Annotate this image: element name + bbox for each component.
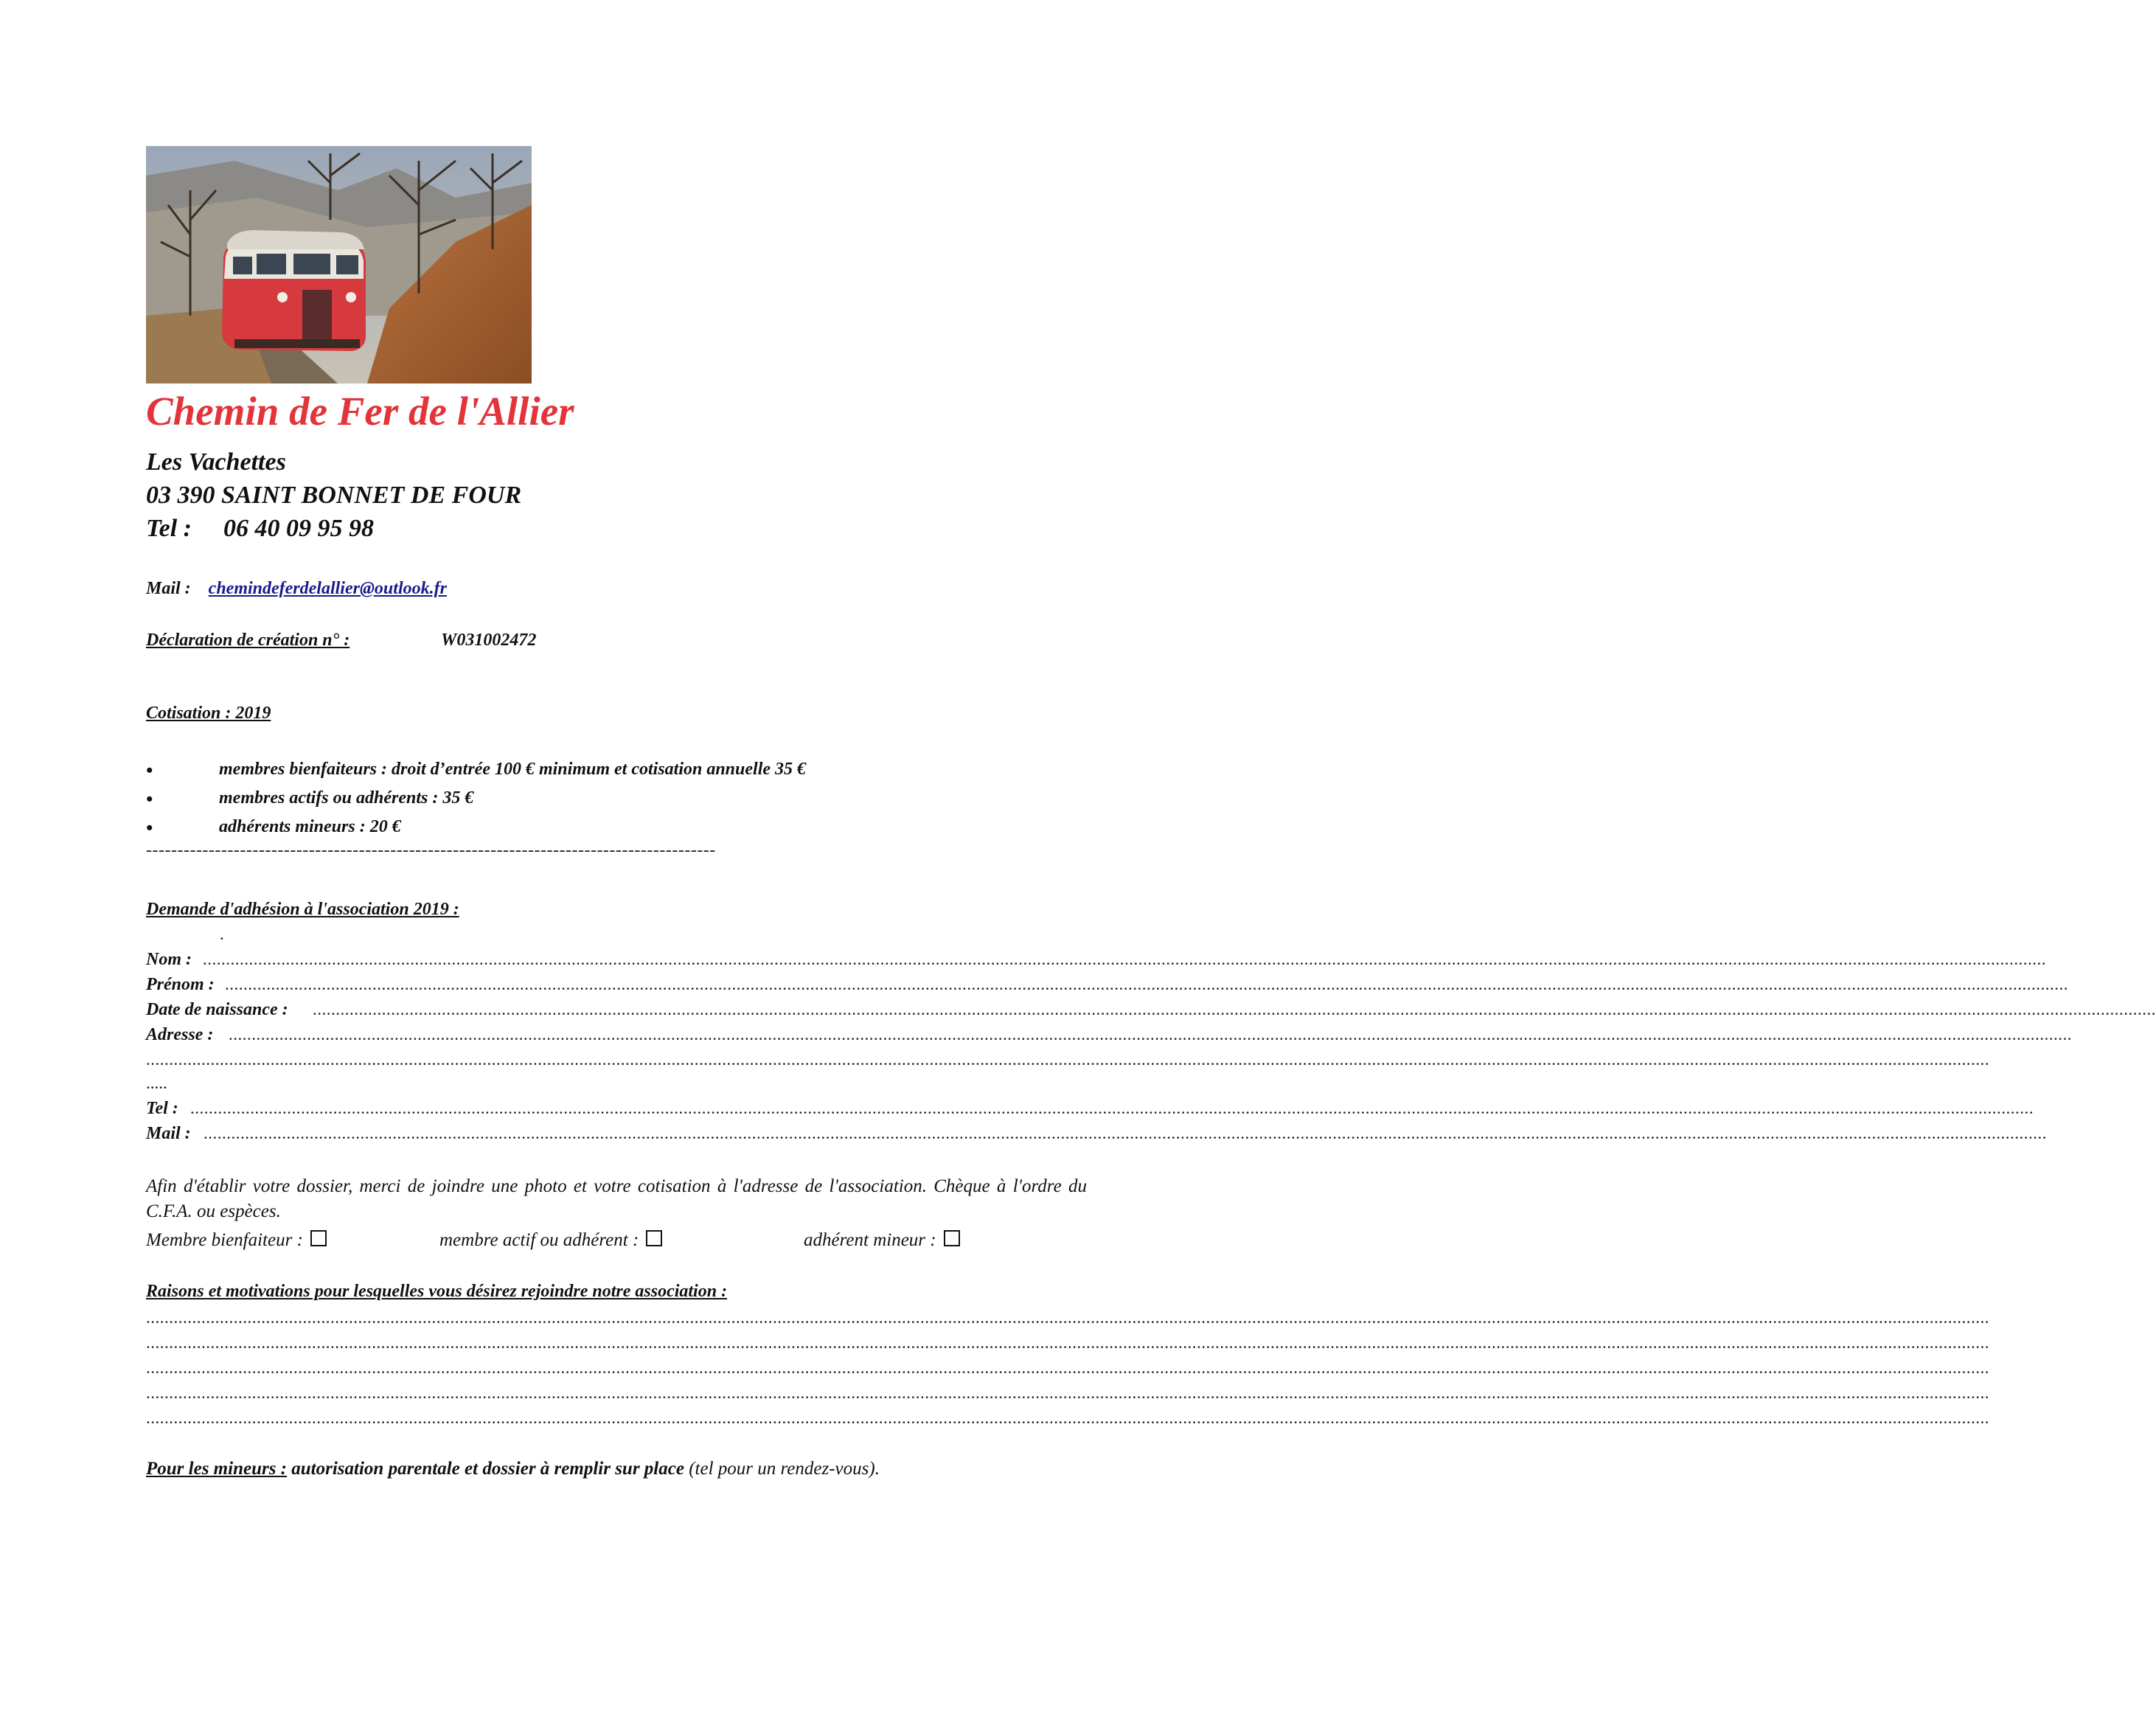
- adresse-field-line-2[interactable]: ................................................................................................................................................................................................................................................................................................................................................................................................................: [146, 1050, 1989, 1069]
- phone-line: [146, 515, 374, 543]
- prenom-label: Prénom :: [146, 975, 215, 994]
- adresse-field[interactable]: ................................................................................................................................................................................................................................................................................................................................................................................................................: [229, 1025, 2072, 1044]
- phone-value: 06 40 09 95 98: [223, 515, 375, 542]
- minors-label: Pour les mineurs :: [146, 1459, 288, 1479]
- mail-label: Mail :: [146, 579, 191, 598]
- checkbox-bienfaiteur[interactable]: [310, 1230, 327, 1246]
- motivation-line-3[interactable]: ................................................................................................................................................................................................................................................................................................................................................................................................................: [146, 1358, 1989, 1377]
- mail-field[interactable]: ................................................................................................................................................................................................................................................................................................................................................................................................................: [204, 1124, 2047, 1142]
- option-actif-label: membre actif ou adhérent :: [439, 1230, 639, 1250]
- tel-label: Tel :: [146, 1099, 178, 1118]
- option-bienfaiteur-label: Membre bienfaiteur :: [146, 1230, 303, 1250]
- mail-line: [146, 579, 447, 599]
- tel-field[interactable]: ................................................................................................................................................................................................................................................................................................................................................................................................................: [190, 1099, 2034, 1117]
- cotisation-item: [146, 817, 153, 839]
- nom-label: Nom :: [146, 950, 192, 969]
- bullet-icon: •: [146, 760, 153, 781]
- motivation-line-1[interactable]: ................................................................................................................................................................................................................................................................................................................................................................................................................: [146, 1308, 1989, 1327]
- instructions-text: Afin d'établir votre dossier, merci de joindre une photo et votre cotisation à l'adresse de l'association. Chèque à l'ordre du C.F.A. ou espèces.: [146, 1176, 1087, 1221]
- adresse-field-tail: .....: [146, 1074, 167, 1092]
- cotisation-item-text: membres actifs ou adhérents : 35 €: [219, 788, 474, 808]
- prenom-field[interactable]: ................................................................................................................................................................................................................................................................................................................................................................................................................: [225, 975, 2068, 993]
- declaration-number: W031002472: [441, 631, 537, 650]
- railcar-photo: [146, 146, 532, 383]
- motivation-line-5[interactable]: ................................................................................................................................................................................................................................................................................................................................................................................................................: [146, 1409, 1989, 1427]
- nom-field[interactable]: ................................................................................................................................................................................................................................................................................................................................................................................................................: [203, 950, 2046, 968]
- cotisation-item: [146, 788, 153, 811]
- naissance-field[interactable]: ................................................................................................................................................................................................................................................................................................................................................................................................................: [313, 1000, 2156, 1018]
- separator-line: -------------------------------------------------------------------------------------------: [146, 841, 716, 860]
- adresse-label: Adresse :: [146, 1025, 214, 1044]
- motivation-line-4[interactable]: ................................................................................................................................................................................................................................................................................................................................................................................................................: [146, 1384, 1989, 1402]
- cotisation-item: [146, 760, 153, 782]
- option-bienfaiteur: [146, 1230, 327, 1251]
- bullet-icon: •: [146, 817, 153, 839]
- option-mineur: [804, 1230, 960, 1251]
- naissance-label: Date de naissance :: [146, 1000, 288, 1019]
- minors-line: [146, 1459, 880, 1479]
- option-mineur-label: adhérent mineur :: [804, 1230, 936, 1250]
- cotisation-item-text: membres bienfaiteurs : droit d’entrée 100 € minimum et cotisation annuelle 35 €: [219, 760, 807, 779]
- motivation-line-2[interactable]: ................................................................................................................................................................................................................................................................................................................................................................................................................: [146, 1333, 1989, 1352]
- minors-note: (tel pour un rendez-vous).: [689, 1459, 880, 1479]
- motivations-heading: Raisons et motivations pour lesquelles vous désirez rejoindre notre association :: [146, 1282, 728, 1301]
- cotisation-heading: Cotisation : 2019: [146, 704, 271, 723]
- phone-label: Tel :: [146, 515, 192, 542]
- checkbox-mineur[interactable]: [944, 1230, 960, 1246]
- form-heading: Demande d'adhésion à l'association 2019 :: [146, 900, 459, 919]
- bullet-icon: •: [146, 788, 153, 810]
- mail-field-label: Mail :: [146, 1124, 191, 1143]
- option-actif: [439, 1230, 662, 1251]
- mail-link[interactable]: chemindeferdelallier@outlook.fr: [208, 579, 447, 598]
- declaration-label: Déclaration de création n° :: [146, 631, 350, 650]
- page-title: Chemin de Fer de l'Allier: [146, 389, 574, 434]
- checkbox-actif[interactable]: [646, 1230, 662, 1246]
- minors-text: autorisation parentale et dossier à remplir sur place: [291, 1459, 684, 1479]
- cotisation-item-text: adhérents mineurs : 20 €: [219, 817, 401, 836]
- address-line-1: Les Vachettes: [146, 448, 286, 476]
- address-line-2: 03 390 SAINT BONNET DE FOUR: [146, 482, 522, 509]
- stray-dot: .: [220, 925, 224, 943]
